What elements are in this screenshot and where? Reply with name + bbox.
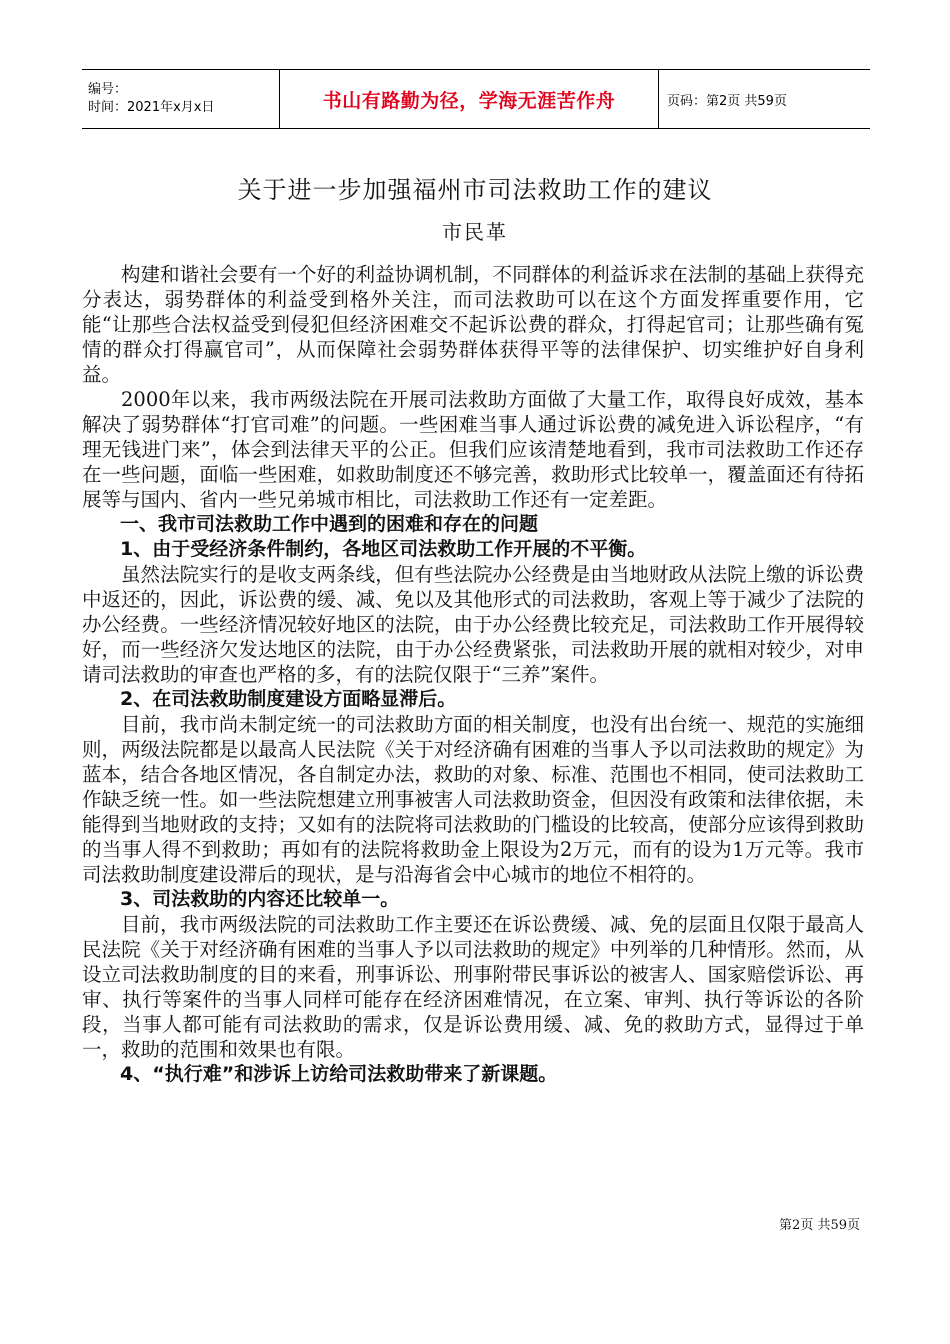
subsection-heading: 4、“执行难”和涉诉上访给司法救助带来了新课题。 bbox=[120, 1063, 558, 1085]
paragraph: 目前，我市两级法院的司法救助工作主要还在诉讼费缓、减、免的层面且仅限于最高人民法院《关于对经济确有困难的当事人予以司法救助的规定》中列举的几种情形。然而，从设立司法救助制度的目的来看，刑事诉讼、刑事附带民事诉讼的被害人、国家赔偿诉讼、再审、执行等案件的当事人同样可能存在经济困难情况，在立案、审判、执行等诉讼的各阶段，当事人都可能有司法救助的需求，仅是诉讼费用缓、减、免的救助方式，显得过于单一，救助的范围和效果也有限。 bbox=[82, 913, 864, 1061]
header-motto-cell bbox=[280, 70, 659, 128]
page-footer: 第2页 共59页 bbox=[779, 1218, 860, 1233]
paragraph: 构建和谐社会要有一个好的利益协调机制，不同群体的利益诉求在法制的基础上获得充分表达，弱势群体的利益受到格外关注，而司法救助可以在这个方面发挥重要作用，它能“让那些合法权益受到侵犯但经济困难交不起诉讼费的群众，打得起官司；让那些确有冤情的群众打得赢官司”，从而保障社会弱势群体获得平等的法律保护、切实维护好自身利益。 bbox=[82, 263, 864, 386]
subsection-heading: 2、在司法救助制度建设方面略显滞后。 bbox=[120, 688, 457, 710]
document-body bbox=[82, 262, 864, 1087]
subsection-heading: 1、由于受经济条件制约，各地区司法救助工作开展的不平衡。 bbox=[120, 538, 647, 560]
header-page-cell bbox=[659, 70, 870, 128]
page-header bbox=[82, 69, 870, 129]
header-motto: 书山有路勤为径，学海无涯苦作舟 bbox=[322, 89, 616, 112]
document-number-label: 编号： bbox=[88, 82, 128, 97]
document-title: 关于进一步加强福州市司法救助工作的建议 bbox=[237, 176, 713, 204]
header-page-number: 页码：第2页 共59页 bbox=[667, 93, 787, 109]
document-author: 市民革 bbox=[442, 220, 508, 244]
header-meta bbox=[82, 70, 280, 128]
paragraph: 虽然法院实行的是收支两条线，但有些法院办公经费是由当地财政从法院上缴的诉讼费中返还的，因此，诉讼费的缓、减、免以及其他形式的司法救助，客观上等于减少了法院的办公经费。一些经济情况较好地区的法院，由于办公经费比较充足，司法救助工作开展得较好，而一些经济欠发达地区的法院，由于办公经费紧张，司法救助开展的就相对较少，对申请司法救助的审查也严格的多，有的法院仅限于“三养”案件。 bbox=[82, 563, 864, 686]
paragraph: 2000年以来，我市两级法院在开展司法救助方面做了大量工作，取得良好成效，基本解决了弱势群体“打官司难”的问题。一些困难当事人通过诉讼费的减免进入诉讼程序，“有理无钱进门来”，体会到法律天平的公正。但我们应该清楚地看到，我市司法救助工作还存在一些问题，面临一些困难，如救助制度还不够完善，救助形式比较单一，覆盖面还有待拓展等与国内、省内一些兄弟城市相比，司法救助工作还有一定差距。 bbox=[82, 388, 864, 511]
subsection-heading: 3、司法救助的内容还比较单一。 bbox=[120, 888, 400, 910]
paragraph: 目前，我市尚未制定统一的司法救助方面的相关制度，也没有出台统一、规范的实施细则，两级法院都是以最高人民法院《关于对经济确有困难的当事人予以司法救助的规定》为蓝本，结合各地区情况，各自制定办法，救助的对象、标准、范围也不相同，使司法救助工作缺乏统一性。如一些法院想建立刑事被害人司法救助资金，但因没有政策和法律依据，未能得到当地财政的支持；又如有的法院将司法救助的门槛设的比较高，使部分应该得到救助的当事人得不到救助；再如有的法院将救助金上限设为2万元，而有的设为1万元等。我市司法救助制度建设滞后的现状，是与沿海省会中心城市的地位不相符的。 bbox=[82, 713, 864, 886]
section-heading: 一、我市司法救助工作中遇到的困难和存在的问题 bbox=[120, 513, 539, 535]
document-date-label: 时间：2021年x月x日 bbox=[88, 100, 215, 115]
